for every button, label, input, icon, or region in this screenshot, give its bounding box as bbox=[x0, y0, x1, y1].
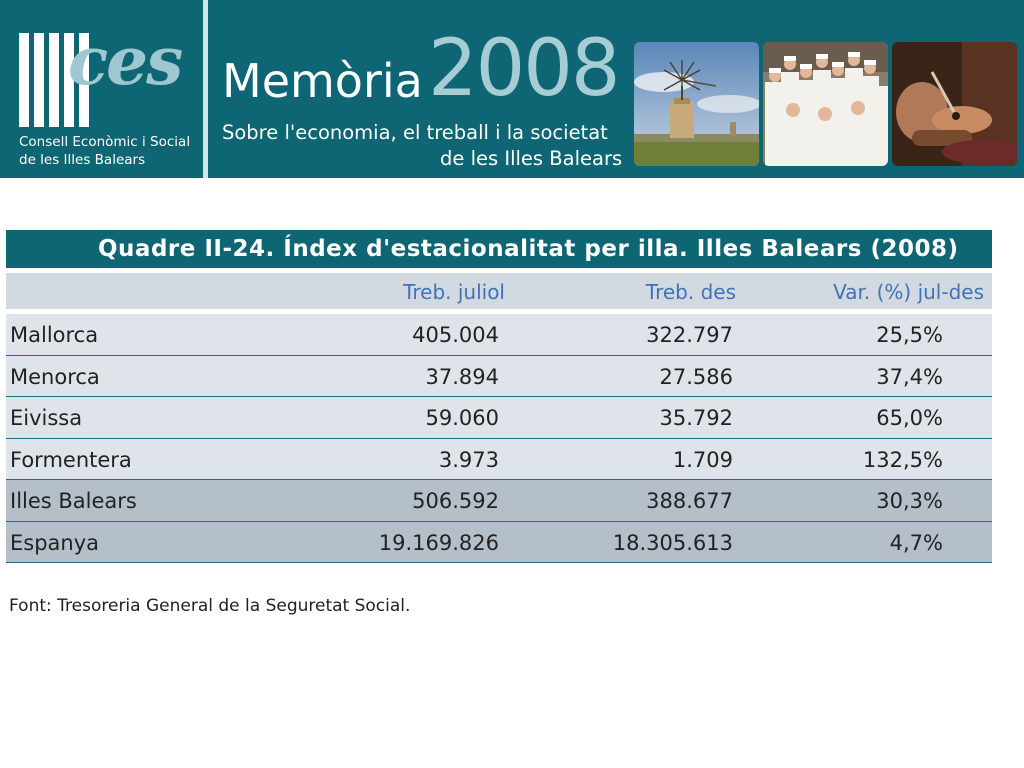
island-name: Menorca bbox=[10, 364, 100, 389]
workers-december: 322.797 bbox=[646, 323, 733, 347]
workers-july: 3.973 bbox=[438, 447, 499, 472]
report-subtitle-line2: de les Illes Balears bbox=[440, 147, 623, 170]
workers-december: 1.709 bbox=[672, 447, 733, 472]
logo-wordmark: ces bbox=[68, 22, 182, 100]
variation-percent: 132,5% bbox=[862, 447, 943, 472]
header-banner bbox=[0, 0, 1024, 178]
table-row bbox=[6, 439, 992, 481]
table-row-total bbox=[6, 480, 992, 522]
report-subtitle-line1: Sobre l'economia, el treball i la societat bbox=[222, 121, 608, 144]
column-header-variation: Var. (%) jul-des bbox=[833, 280, 984, 304]
workers-december: 27.586 bbox=[659, 364, 733, 389]
column-header-december: Treb. des bbox=[645, 280, 736, 304]
table-row bbox=[6, 356, 992, 398]
variation-percent: 65,0% bbox=[876, 406, 943, 430]
variation-percent: 37,4% bbox=[876, 364, 943, 389]
workers-december: 18.305.613 bbox=[612, 530, 733, 555]
org-name-line2: de les Illes Balears bbox=[19, 152, 146, 168]
windmill-photo bbox=[634, 42, 759, 166]
craft-hands-photo bbox=[892, 42, 1017, 166]
org-name-line1: Consell Econòmic i Social bbox=[19, 134, 191, 150]
workers-december: 35.792 bbox=[659, 406, 733, 430]
workers-july: 19.169.826 bbox=[378, 530, 499, 555]
table-row-total bbox=[6, 522, 992, 564]
table-row bbox=[6, 314, 992, 356]
report-title: Memòria bbox=[222, 54, 423, 108]
data-table bbox=[6, 230, 992, 563]
workers-july: 59.060 bbox=[425, 406, 499, 430]
variation-percent: 4,7% bbox=[889, 530, 943, 555]
ces-logo bbox=[0, 0, 203, 178]
variation-percent: 25,5% bbox=[876, 323, 943, 347]
table-row bbox=[6, 397, 992, 439]
workers-july: 405.004 bbox=[412, 323, 499, 347]
variation-percent: 30,3% bbox=[876, 489, 943, 513]
island-name: Formentera bbox=[10, 447, 132, 472]
column-header-july: Treb. juliol bbox=[403, 280, 505, 304]
island-name: Illes Balears bbox=[10, 489, 137, 513]
workers-july: 506.592 bbox=[412, 489, 499, 513]
banner-divider bbox=[203, 0, 208, 178]
workers-july: 37.894 bbox=[425, 364, 499, 389]
bakers-group-photo bbox=[763, 42, 888, 166]
table-source-note: Font: Tresoreria General de la Seguretat Social. bbox=[9, 596, 411, 616]
island-name: Eivissa bbox=[10, 406, 83, 430]
table-title: Quadre II-24. Índex d'estacionalitat per illa. Illes Balears (2008) bbox=[6, 230, 992, 268]
workers-december: 388.677 bbox=[646, 489, 733, 513]
island-name: Espanya bbox=[10, 530, 100, 555]
report-year: 2008 bbox=[428, 24, 619, 114]
island-name: Mallorca bbox=[10, 323, 99, 347]
table-header-row bbox=[6, 273, 992, 309]
